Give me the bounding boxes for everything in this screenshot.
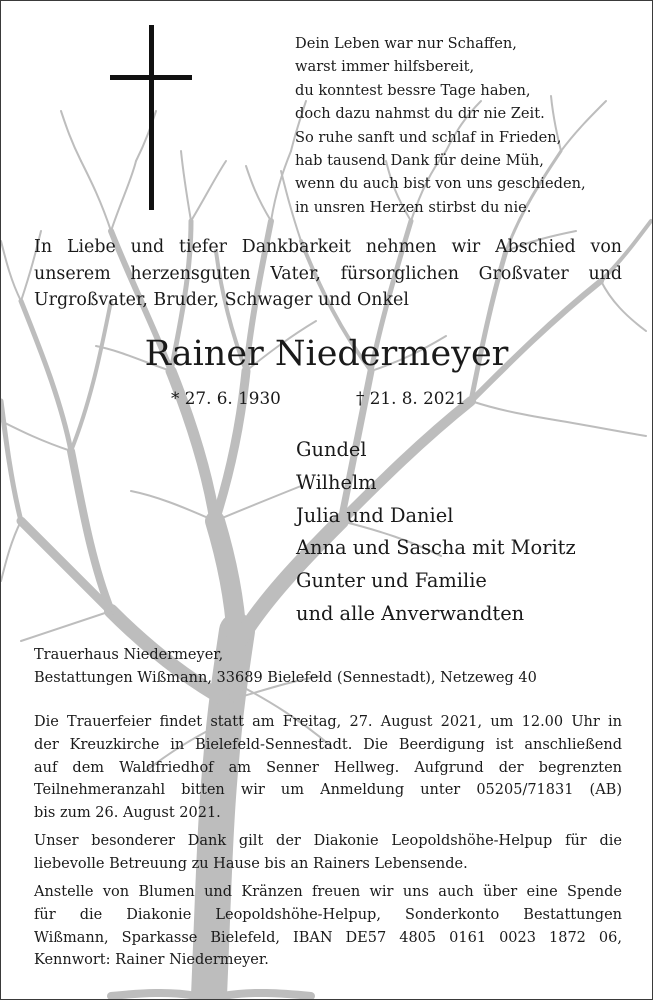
paragraph-line: Wißmann, Sparkasse Bielefeld, IBAN DE57 4805 0161 0023 1872 06,	[34, 929, 622, 946]
mourners-list	[296, 434, 646, 631]
paragraph-line: bis zum 26. August 2021.	[34, 805, 221, 822]
paragraph-line: Kennwort: Rainer Niedermeyer.	[34, 952, 269, 969]
funeral-home-address	[34, 644, 624, 690]
intro-text	[34, 234, 622, 314]
intro-line: unserem herzensguten Vater, fürsorglichen Großvater und	[34, 263, 622, 284]
death-date: † 21. 8. 2021	[356, 388, 466, 408]
thanks-paragraph	[34, 830, 622, 876]
cross-bar	[110, 75, 192, 80]
mourner: Julia und Daniel	[296, 503, 454, 527]
deceased-name: Rainer Niedermeyer	[144, 334, 509, 374]
birth-date: * 27. 6. 1930	[171, 388, 281, 408]
intro-line: Urgroßvater, Bruder, Schwager und Onkel	[34, 290, 409, 310]
paragraph-line: auf dem Waldfriedhof am Senner Hellweg. Aufgrund der begrenzten	[34, 759, 622, 776]
poem-line: hab tausend Dank für deine Müh,	[295, 152, 544, 170]
mourner: Anna und Sascha mit Moritz	[296, 536, 576, 560]
paragraph-line: für die Diakonie Leopoldshöhe-Helpup, Sonderkonto Bestattungen	[34, 906, 622, 923]
mourner: und alle Anverwandten	[296, 601, 525, 625]
address-line: Bestattungen Wißmann, 33689 Bielefeld (Sennestadt), Netzeweg 40	[34, 669, 537, 686]
poem-line: doch dazu nahmst du dir nie Zeit.	[295, 105, 545, 123]
intro-line: In Liebe und tiefer Dankbarkeit nehmen wir Abschied von	[34, 237, 622, 257]
paragraph-line: liebevolle Betreuung zu Hause bis an Rainers Lebensende.	[34, 855, 468, 872]
mourner: Wilhelm	[296, 470, 377, 494]
poem-line: du konntest bessre Tage haben,	[295, 81, 531, 99]
address-line: Trauerhaus Niedermeyer,	[34, 647, 224, 663]
paragraph-line: Die Trauerfeier findet statt am Freitag, 27. August 2021, um 12.00 Uhr in	[34, 714, 622, 730]
mourner: Gunter und Familie	[296, 569, 487, 593]
cross-icon	[149, 25, 154, 210]
poem-line: warst immer hilfsbereit,	[295, 58, 475, 76]
poem	[295, 32, 640, 219]
paragraph-line: Unser besonderer Dank gilt der Diakonie Leopoldshöhe-Helpup für die	[34, 833, 622, 849]
poem-line: Dein Leben war nur Schaffen,	[295, 35, 517, 52]
poem-line: So ruhe sanft und schlaf in Frieden,	[295, 128, 562, 146]
donation-paragraph	[34, 881, 622, 972]
paragraph-line: Teilnehmeranzahl bitten wir um Anmeldung unter 05205/71831 (AB)	[34, 782, 622, 799]
paragraph-line: der Kreuzkirche in Bielefeld-Sennestadt. Die Beerdigung ist anschließend	[34, 736, 622, 753]
poem-line: wenn du auch bist von uns geschieden,	[295, 175, 586, 193]
poem-line: in unsren Herzen stirbst du nie.	[295, 198, 532, 216]
mourner: Gundel	[296, 438, 367, 461]
paragraph-line: Anstelle von Blumen und Kränzen freuen wir uns auch über eine Spende	[34, 884, 622, 900]
funeral-info-paragraph	[34, 711, 622, 825]
